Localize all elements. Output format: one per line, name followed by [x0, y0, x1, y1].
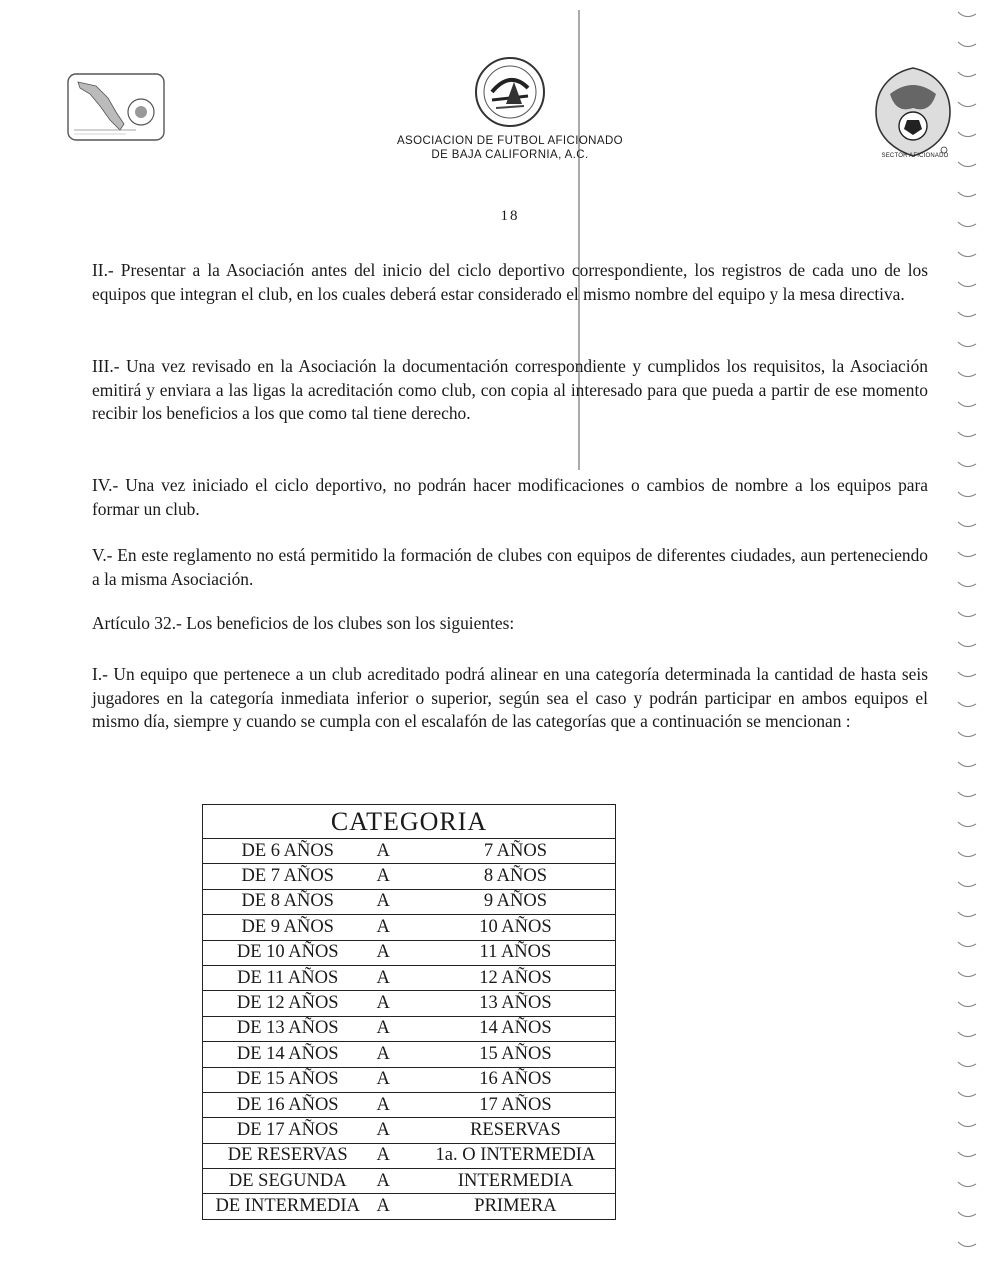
connector: A	[372, 1016, 415, 1041]
to-category: 8 AÑOS	[416, 864, 616, 889]
table-row	[203, 839, 616, 864]
paragraph-iv: IV.- Una vez iniciado el ciclo deportivo, no podrán hacer modificaciones o cambios de nombre a los equipos para formar un club.	[92, 475, 928, 519]
seal-caption: SECTOR AFICIONADO	[881, 153, 949, 159]
from-category: DE INTERMEDIA	[203, 1194, 373, 1219]
table-row	[203, 1143, 616, 1168]
from-category: DE 11 AÑOS	[203, 965, 373, 990]
to-category: 11 AÑOS	[416, 940, 616, 965]
table-row	[203, 1016, 616, 1041]
baja-california-map-logo	[66, 72, 166, 142]
to-category: 16 AÑOS	[416, 1067, 616, 1092]
table-row	[203, 889, 616, 914]
binding-edge-marks	[952, 0, 982, 1280]
fama-futbol-mexicano-logo	[470, 52, 550, 132]
to-category: INTERMEDIA	[416, 1169, 616, 1194]
organization-line-2: DE BAJA CALIFORNIA, A.C.	[431, 149, 589, 161]
table-row	[203, 1194, 616, 1219]
from-category: DE 13 AÑOS	[203, 1016, 373, 1041]
article-text: Los beneficios de los clubes son los siguientes:	[186, 613, 515, 633]
to-category: 7 AÑOS	[416, 839, 616, 864]
connector: A	[372, 1169, 415, 1194]
table-row	[203, 915, 616, 940]
from-category: DE 16 AÑOS	[203, 1092, 373, 1117]
table-row	[203, 1092, 616, 1117]
mexican-federation-seal	[870, 64, 956, 164]
table-row	[203, 965, 616, 990]
table-row	[203, 1067, 616, 1092]
paragraph-ii: II.- Presentar a la Asociación antes del inicio del ciclo deportivo correspondiente, los registros de cada uno de los equipos que integran el club, en los cuales deberá estar considerado el mismo nombre del equipo y la mesa directiva.	[92, 260, 928, 304]
connector: A	[372, 965, 415, 990]
paragraph-iii: III.- Una vez revisado en la Asociación la documentación correspondiente y cumplidos los requisitos, la Asociación emitirá y enviara a las ligas la acreditación como club, con copia al interesado para que pueda a partir de ese momento recibir los beneficios a los que como tal tiene derecho.	[92, 356, 928, 423]
from-category: DE SEGUNDA	[203, 1169, 373, 1194]
to-category: 17 AÑOS	[416, 1092, 616, 1117]
connector: A	[372, 889, 415, 914]
connector: A	[372, 915, 415, 940]
from-category: DE 10 AÑOS	[203, 940, 373, 965]
paragraph-i-benefits: I.- Un equipo que pertenece a un club acreditado podrá alinear en una categoría determinada la cantidad de hasta seis jugadores en la categoría inmediata inferior o superior, según sea el caso y podrán participar en ambos equipos el mismo día, siempre y cuando se cumpla con el escalafón de las categorías que a continuación se mencionan :	[92, 664, 928, 731]
category-table-title: CATEGORIA	[203, 805, 616, 839]
page-number: 18	[500, 208, 520, 224]
organization-name	[300, 134, 720, 162]
to-category: RESERVAS	[416, 1118, 616, 1143]
table-row	[203, 1118, 616, 1143]
connector: A	[372, 1118, 415, 1143]
from-category: DE 17 AÑOS	[203, 1118, 373, 1143]
from-category: DE 15 AÑOS	[203, 1067, 373, 1092]
connector: A	[372, 1067, 415, 1092]
to-category: PRIMERA	[416, 1194, 616, 1219]
from-category: DE RESERVAS	[203, 1143, 373, 1168]
to-category: 12 AÑOS	[416, 965, 616, 990]
connector: A	[372, 1092, 415, 1117]
from-category: DE 12 AÑOS	[203, 991, 373, 1016]
paragraph-v: V.- En este reglamento no está permitido la formación de clubes con equipos de diferentes ciudades, aun perteneciendo a la misma Asociación.	[92, 545, 928, 589]
from-category: DE 14 AÑOS	[203, 1042, 373, 1067]
organization-line-1: ASOCIACION DE FUTBOL AFICIONADO	[396, 135, 624, 147]
category-table	[202, 804, 616, 1220]
connector: A	[372, 991, 415, 1016]
to-category: 13 AÑOS	[416, 991, 616, 1016]
to-category: 15 AÑOS	[416, 1042, 616, 1067]
connector: A	[372, 940, 415, 965]
to-category: 9 AÑOS	[416, 889, 616, 914]
table-row	[203, 940, 616, 965]
article-label: Artículo 32.-	[92, 613, 182, 633]
to-category: 1a. O INTERMEDIA	[416, 1143, 616, 1168]
table-row	[203, 1042, 616, 1067]
connector: A	[372, 864, 415, 889]
to-category: 14 AÑOS	[416, 1016, 616, 1041]
connector: A	[372, 1042, 415, 1067]
to-category: 10 AÑOS	[416, 915, 616, 940]
table-row	[203, 864, 616, 889]
article-32-heading	[92, 612, 928, 636]
from-category: DE 6 AÑOS	[203, 839, 373, 864]
from-category: DE 7 AÑOS	[203, 864, 373, 889]
connector: A	[372, 1143, 415, 1168]
connector: A	[372, 839, 415, 864]
table-row	[203, 991, 616, 1016]
from-category: DE 9 AÑOS	[203, 915, 373, 940]
from-category: DE 8 AÑOS	[203, 889, 373, 914]
table-row	[203, 1169, 616, 1194]
connector: A	[372, 1194, 415, 1219]
